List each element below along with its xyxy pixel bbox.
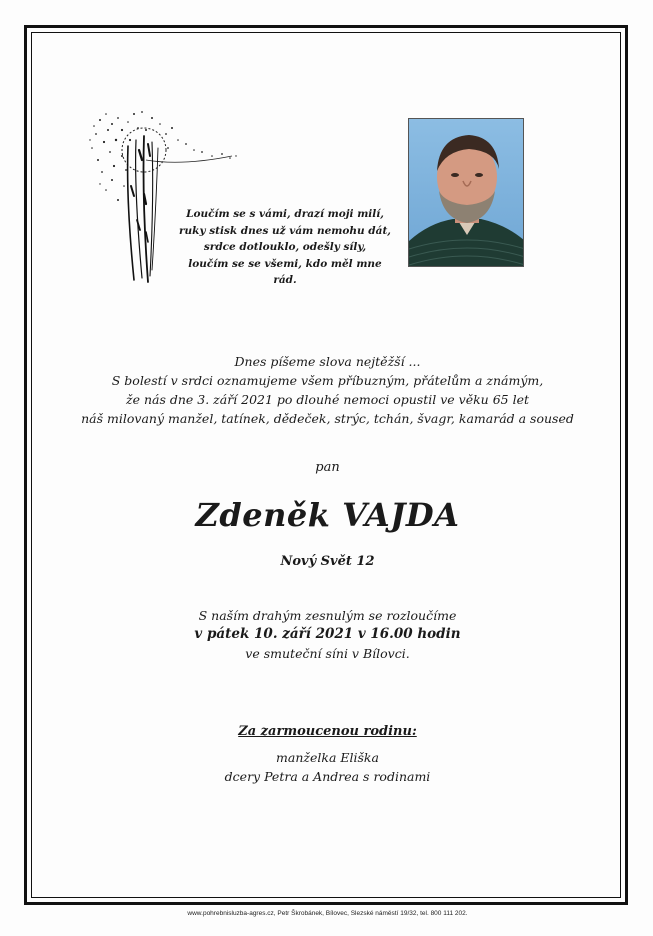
death-announcement <box>40 352 615 428</box>
funeral-date-time: v pátek 10. září 2021 v 16.00 hodin <box>194 626 461 642</box>
family-heading: Za zarmoucenou rodinu: <box>238 724 417 739</box>
announcement-line: náš milovaný manžel, tatínek, dědeček, strýc, tchán, švagr, kamarád a soused <box>81 411 574 426</box>
family-member: dcery Petra a Andrea s rodinami <box>224 769 431 784</box>
deceased-portrait-photo <box>408 118 524 267</box>
announcement-line: S bolestí v srdci oznamujeme všem příbuzným, přátelům a známým, <box>111 373 544 388</box>
family-member: manželka Eliška <box>276 750 379 765</box>
poem-line: loučím se se všemi, kdo měl mne rád. <box>188 257 382 286</box>
funeral-details <box>40 606 615 663</box>
name-prefix: pan <box>315 460 340 475</box>
deceased-name: Zdeněk VAJDA <box>195 496 460 534</box>
announcement-line: Dnes píšeme slova nejtěžší ... <box>234 354 421 369</box>
farewell-intro: S naším drahým zesnulým se rozloučíme <box>198 608 457 623</box>
funeral-location: ve smuteční síni v Bílovci. <box>245 646 410 661</box>
family-members <box>40 748 615 786</box>
funeral-service-footer: www.pohrebnisluzba-agres.cz, Petr Škrobánek, Bílovec, Slezské náměstí 19/32, tel. 800 111 202. <box>187 910 468 917</box>
deceased-address: Nový Svět 12 <box>280 554 375 569</box>
announcement-line: že nás dne 3. září 2021 po dlouhé nemoci opustil ve věku 65 let <box>125 392 529 407</box>
poem-line: ruky stisk dnes už vám nemohu dát, <box>179 224 391 237</box>
poem-line: Loučím se s vámi, drazí moji milí, <box>186 208 384 220</box>
poem-line: srdce dotlouklo, odešly síly, <box>203 241 367 253</box>
farewell-poem <box>176 206 394 289</box>
